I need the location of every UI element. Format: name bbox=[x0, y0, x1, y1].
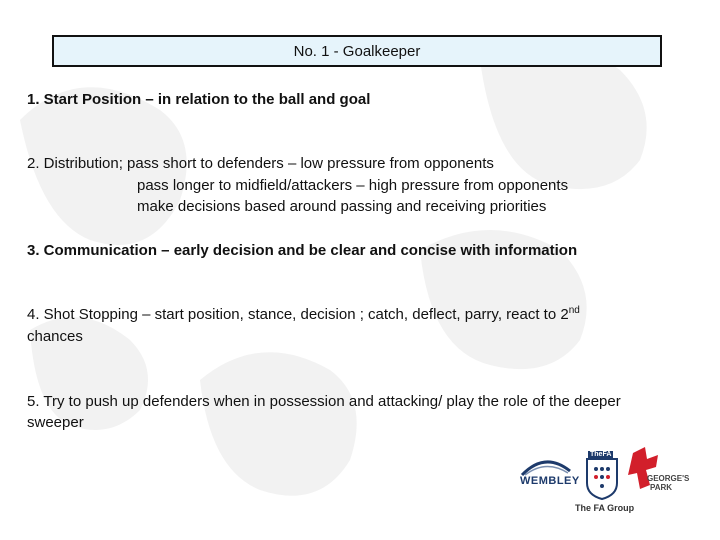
fa-crest-icon bbox=[587, 459, 617, 499]
item-start-position: 1. Start Position – in relation to the ball and goal bbox=[27, 91, 371, 108]
wembley-arch-icon bbox=[522, 462, 570, 475]
item-distribution-line2: pass longer to midfield/attackers – high pressure from opponents bbox=[137, 177, 569, 194]
item-shot-stopping-text: 4. Shot Stopping – start position, stance, decision ; catch, deflect, parry, react to 2 bbox=[27, 306, 569, 323]
item-shot-stopping-line1 bbox=[27, 304, 580, 326]
item-push-up-line1: 5. Try to push up defenders when in possession and attacking/ play the role of the deeper bbox=[27, 393, 621, 410]
georges-park-text-line1: GEORGE'S bbox=[647, 474, 690, 483]
item-push-up-line2: sweeper bbox=[27, 414, 84, 431]
item-communication: 3. Communication – early decision and be clear and concise with information bbox=[27, 242, 578, 259]
slide-title: No. 1 - Goalkeeper bbox=[52, 35, 662, 67]
item-distribution-line1: 2. Distribution; pass short to defenders – low pressure from opponents bbox=[27, 155, 494, 172]
georges-park-text-line2: PARK bbox=[650, 483, 673, 492]
sponsor-logos bbox=[510, 445, 710, 520]
item-shot-stopping-superscript: nd bbox=[568, 305, 580, 316]
thefa-logo-text: TheFA bbox=[590, 451, 612, 458]
item-distribution-line3: make decisions based around passing and receiving priorities bbox=[137, 198, 547, 215]
wembley-logo-text: WEMBLEY bbox=[520, 475, 580, 487]
item-shot-stopping-line2: chances bbox=[27, 328, 83, 345]
fa-group-text: The FA Group bbox=[575, 503, 635, 513]
